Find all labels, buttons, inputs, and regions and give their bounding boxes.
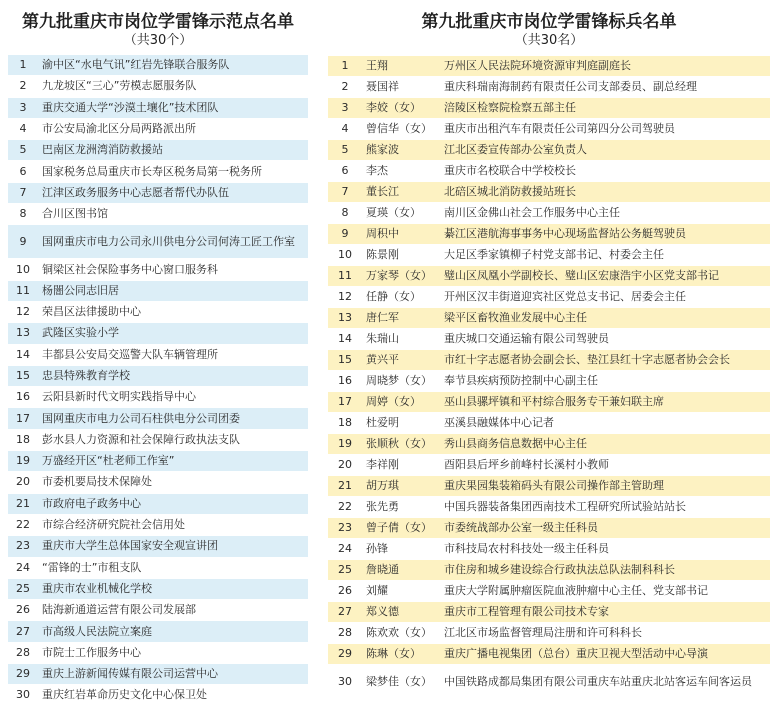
item-number: 7 [19,185,27,199]
person-name: 任静（女） [366,290,421,303]
item-name: 铜梁区社会保险事务中心窗口服务科 [42,262,218,276]
person-position: 涪陵区检察院检察五部主任 [444,101,576,114]
item-number: 23 [16,539,30,553]
person-name: 熊家波 [366,143,399,156]
row-number: 6 [341,164,349,177]
person-name: 张先勇 [366,500,399,513]
item-name: 彭水县人力资源和社会保障行政执法支队 [42,432,240,446]
table-row [328,77,770,98]
person-position: 重庆市出租汽车有限责任公司第四分公司驾驶员 [444,122,675,135]
list-item [8,98,308,119]
row-number: 2 [341,80,349,93]
row-number: 25 [338,563,352,576]
item-name: 重庆市大学生总体国家安全观宣讲团 [42,539,218,553]
item-name: “雷锋的士”市租支队 [42,560,142,574]
item-name: 丰都县公安局交巡警大队车辆管理所 [42,347,218,361]
person-name: 陈景刚 [366,248,399,261]
person-position: 秀山县商务信息数据中心主任 [444,437,587,450]
list-item [8,451,308,472]
person-name: 周晓梦（女） [366,374,432,387]
person-name: 陈欢欢（女） [366,626,432,639]
list-item [8,140,308,161]
item-number: 21 [16,496,30,510]
item-name: 合川区图书馆 [42,207,108,221]
table-row [328,140,770,161]
row-number: 5 [341,143,349,156]
row-number: 20 [338,458,352,471]
row-number: 16 [338,374,352,387]
item-number: 24 [16,560,30,574]
person-name: 梁梦佳（女） [366,674,432,688]
item-name: 忠县特殊教育学校 [42,369,130,382]
table-row [328,329,770,350]
item-number: 18 [16,432,30,446]
table-row [328,161,770,182]
person-position: 重庆城口交通运输有限公司驾驶员 [444,332,609,345]
person-position: 重庆科瑞南海制药有限责任公司支部委员、副总经理 [444,80,697,93]
table-row [328,392,770,413]
row-number: 9 [341,227,349,240]
person-name: 董长江 [366,185,399,198]
item-number: 17 [16,411,30,425]
item-number: 8 [19,207,27,221]
person-name: 王翔 [366,59,388,72]
person-position: 重庆果园集装箱码头有限公司操作部主管助理 [444,479,664,492]
person-name: 周积中 [366,227,399,240]
table-row [328,56,770,77]
item-name: 国家税务总局重庆市长寿区税务局第一税务所 [42,164,262,178]
row-number: 8 [341,206,349,219]
person-position: 梁平区畜牧渔业发展中心主任 [444,311,587,324]
item-name: 重庆上游新闻传媒有限公司运营中心 [42,667,218,681]
row-number: 18 [338,416,352,429]
item-number: 28 [16,645,30,659]
person-position: 大足区季家镇柳子村党支部书记、村委会主任 [444,248,664,261]
item-name: 渝中区“水电气讯”红岩先锋联合服务队 [42,58,230,72]
person-position: 江北区委宣传部办公室负责人 [444,143,587,156]
person-name: 陈琳（女） [366,647,421,660]
row-number: 4 [341,122,349,135]
person-position: 巫溪县融媒体中心记者 [444,416,554,429]
item-number: 26 [16,603,30,617]
list-item [8,621,308,642]
row-number: 10 [338,248,352,261]
left-panel [8,0,308,702]
table-row [328,203,770,224]
item-name: 云阳县新时代文明实践指导中心 [42,390,196,404]
row-number: 3 [341,101,349,114]
row-number: 23 [338,521,352,534]
item-name: 市委机要局技术保障处 [42,475,152,489]
list-item [8,55,308,76]
person-name: 刘耀 [366,584,388,597]
list-item [8,119,308,140]
list-item [8,643,308,664]
person-name: 詹晓通 [366,563,399,576]
list-item [8,408,308,429]
table-row [328,245,770,266]
person-name: 曾子倩（女） [366,521,432,534]
person-name: 万家琴（女） [366,269,432,282]
row-number: 19 [338,437,352,450]
item-number: 20 [16,475,30,489]
person-name: 朱瑞山 [366,332,399,345]
item-name: 市高级人民法院立案庭 [42,624,152,638]
row-number: 28 [338,626,352,639]
item-name: 九龙坡区“三心”劳模志愿服务队 [42,79,197,93]
list-item [8,225,308,259]
person-position: 巫山县骡坪镇和平村综合服务专干兼妇联主席 [444,395,664,408]
person-name: 胡万琪 [366,479,399,492]
person-position: 开州区汉丰街道迎宾社区党总支书记、居委会主任 [444,290,686,303]
list-item [8,387,308,408]
item-name: 重庆红岩革命历史文化中心保卫处 [42,688,207,702]
left-subtitle: （共30个） [123,33,193,48]
table-row [328,497,770,518]
table-row [328,434,770,455]
list-item [8,558,308,579]
list-item [8,76,308,97]
list-item [8,281,308,302]
item-name: 市院士工作服务中心 [42,645,141,659]
item-number: 27 [16,624,30,638]
person-position: 重庆大学附属肿瘤医院血液肿瘤中心主任、党支部书记 [444,584,708,597]
item-number: 22 [16,518,30,532]
row-number: 13 [338,311,352,324]
row-number: 22 [338,500,352,513]
item-name: 重庆市农业机械化学校 [42,581,152,595]
list-item [8,494,308,515]
table-row [328,224,770,245]
item-number: 2 [19,79,27,93]
list-item [8,183,308,204]
row-number: 12 [338,290,352,303]
person-name: 周婷（女） [366,395,421,408]
list-item [8,259,308,280]
item-number: 14 [16,347,30,361]
list-item [8,302,308,323]
item-number: 16 [16,390,30,404]
person-position: 江北区市场监督管理局注册和许可科科长 [444,626,642,639]
person-position: 中国兵器装备集团西南技术工程研究所试验站站长 [444,500,686,513]
row-number: 7 [341,185,349,198]
item-number: 4 [19,122,27,136]
person-position: 奉节县疾病预防控制中心副主任 [444,374,598,387]
person-position: 南川区金佛山社会工作服务中心主任 [444,206,620,219]
item-name: 国网重庆市电力公司石柱供电分公司团委 [42,411,240,425]
right-panel [328,0,770,688]
person-name: 郑义德 [366,605,399,618]
table-row [328,182,770,203]
person-position: 市委统战部办公室一级主任科员 [444,521,598,534]
item-name: 杨闇公同志旧居 [42,283,119,297]
person-name: 孙锋 [366,542,388,555]
left-title: 第九批重庆市岗位学雷锋示范点名单 [22,12,294,32]
item-number: 12 [16,305,30,319]
item-name: 荣昌区法律援助中心 [42,305,141,319]
list-item [8,345,308,366]
person-name: 李杰 [366,164,388,177]
list-item [8,579,308,600]
table-row [328,350,770,371]
table-row [328,581,770,602]
person-position: 璧山区凤凰小学副校长、璧山区宏康浩宇小区党支部书记 [444,269,719,282]
item-name: 市政府电子政务中心 [42,496,141,510]
item-name: 市综合经济研究院社会信用处 [42,518,185,532]
item-number: 29 [16,667,30,681]
item-name: 江津区政务服务中心志愿者帮代办队伍 [42,185,229,199]
item-name: 国网重庆市电力公司永川供电分公司何涛工匠工作室 [42,234,295,248]
person-position: 市科技局农村科技处一级主任科员 [444,542,609,555]
item-name: 巴南区龙洲湾消防救援站 [42,143,163,157]
person-position: 酉阳县后坪乡前峰村长溪村小教师 [444,458,609,471]
person-position: 綦江区港航海事事务中心现场监督站公务艇驾驶员 [444,227,686,240]
table-row [328,266,770,287]
item-number: 6 [19,164,27,178]
table-row [328,413,770,434]
person-name: 杜爱明 [366,416,399,429]
item-name: 武隆区实验小学 [42,326,119,340]
table-row [328,455,770,476]
list-item [8,323,308,344]
row-number: 30 [338,674,352,688]
person-name: 黄兴平 [366,353,399,366]
row-number: 26 [338,584,352,597]
list-item [8,536,308,557]
person-name: 唐仁军 [366,311,399,324]
list-item [8,430,308,451]
table-row [328,476,770,497]
person-position: 市住房和城乡建设综合行政执法总队法制科科长 [444,563,675,576]
table-row [328,623,770,644]
table-row [328,119,770,140]
person-position: 北碚区城北消防救援站班长 [444,185,576,198]
item-number: 13 [16,326,30,340]
item-number: 19 [16,454,30,468]
person-position: 中国铁路成都局集团有限公司重庆车站重庆北站客运车间客运员 [444,674,752,688]
item-name: 市公安局渝北区分局两路派出所 [42,122,196,136]
item-name: 万盛经开区“杜老师工作室” [42,454,175,468]
table-row [328,518,770,539]
right-subtitle: （共30名） [514,33,584,48]
model-person-list [328,56,770,699]
item-number: 11 [16,283,30,297]
table-row [328,665,770,699]
person-position: 重庆市名校联合中学校校长 [444,164,576,177]
table-row [328,602,770,623]
table-row [328,644,770,665]
row-number: 21 [338,479,352,492]
row-number: 27 [338,605,352,618]
table-row [328,539,770,560]
person-name: 李祥刚 [366,458,399,471]
list-item [8,600,308,621]
table-row [328,287,770,308]
row-number: 17 [338,395,352,408]
list-item [8,161,308,182]
person-position: 市红十字志愿者协会副会长、垫江县红十字志愿者协会会长 [444,353,730,366]
demonstration-site-list [8,55,308,707]
person-position: 重庆市工程管理有限公司技术专家 [444,605,609,618]
item-number: 5 [19,143,27,157]
person-name: 聂国祥 [366,80,399,93]
row-number: 1 [341,59,349,72]
row-number: 24 [338,542,352,555]
table-row [328,98,770,119]
item-number: 1 [19,58,27,72]
row-number: 15 [338,353,352,366]
person-position: 重庆广播电视集团（总台）重庆卫视大型活动中心导演 [444,647,708,660]
list-item [8,472,308,493]
list-item [8,685,308,706]
item-number: 3 [19,100,27,114]
list-item [8,664,308,685]
person-name: 夏瑛（女） [366,206,421,219]
item-number: 10 [16,262,30,276]
list-item [8,366,308,387]
person-name: 曾信华（女） [366,122,432,135]
person-position: 万州区人民法院环境资源审判庭副庭长 [444,59,631,72]
item-number: 15 [16,369,30,382]
item-number: 30 [16,688,30,702]
table-row [328,308,770,329]
table-row [328,560,770,581]
row-number: 11 [338,269,352,282]
item-name: 陆海新通道运营有限公司发展部 [42,603,196,617]
person-name: 李姣（女） [366,101,421,114]
row-number: 29 [338,647,352,660]
item-number: 9 [19,234,27,248]
right-title: 第九批重庆市岗位学雷锋标兵名单 [421,12,677,32]
person-name: 张顺秋（女） [366,437,432,450]
table-row [328,371,770,392]
row-number: 14 [338,332,352,345]
item-number: 25 [16,581,30,595]
list-item [8,515,308,536]
item-name: 重庆交通大学“沙漠土壤化”技术团队 [42,100,219,114]
list-item [8,204,308,225]
